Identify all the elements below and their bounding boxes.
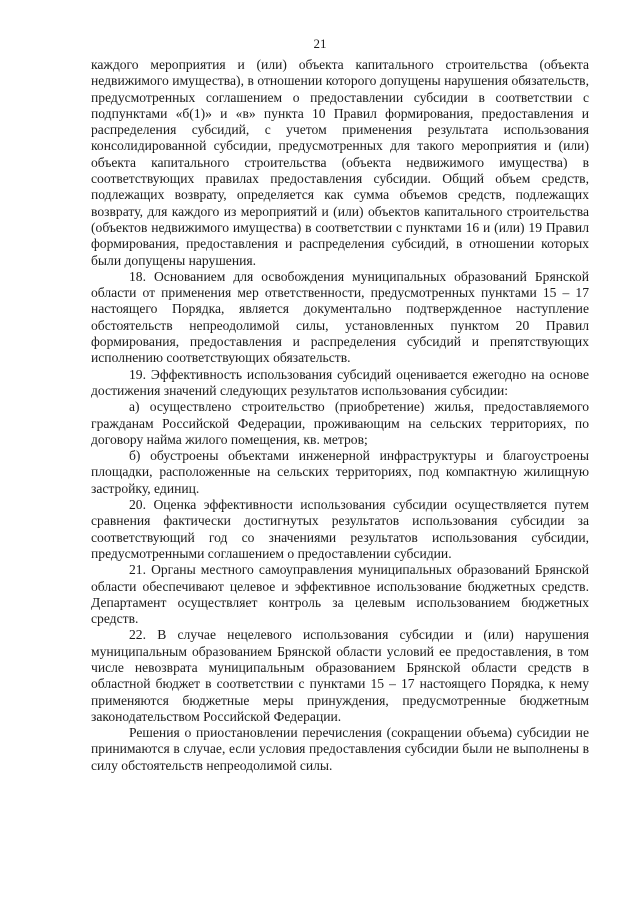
paragraph-21: 21. Органы местного самоуправления муниципальных образований Брянской области обеспечивают целевое и эффективное использование бюджетных средств. Департамент осуществляет контроль за целевым использованием бюджетных средств. <box>91 562 589 627</box>
page-number: 21 <box>313 36 327 51</box>
paragraph-continuation: каждого мероприятия и (или) объекта капитального строительства (объекта недвижимого имущества), в отношении которого допущены нарушения обязательств, предусмотренных соглашением о предоставлении субсидии в соответствии с подпунктами «б(1)» и «в» пункта 10 Правил формирования, предоставления и распределения субсидий, с учетом применения результата использования консолидированной субсидии, предусмотренных для такого мероприятия и (или) объекта капитального строительства (объекта недвижимого имущества) в соответствующих правилах предоставления субсидии. Общий объем средств, подлежащих возврату, определяется как сумма объемов средств, подлежащих возврату, для каждого из мероприятий и (или) объектов капитального строительства (объектов недвижимого имущества) в соответствии с пунктами 16 и (или) 19 Правил формирования, предоставления и распределения субсидий, в отношении которых были допущены нарушения. <box>91 57 589 268</box>
paragraph-22-note: Решения о приостановлении перечисления (сокращении объема) субсидии не принимаются в случае, если условия предоставления субсидии были не выполнены в силу обстоятельств непреодолимой силы. <box>91 725 589 773</box>
paragraph-22: 22. В случае нецелевого использования субсидии и (или) нарушения муниципальным образованием Брянской области условий ее предоставления, в том числе невозврата муниципальным образованием Брянской области средств в областной бюджет в соответствии с пунктами 15 – 17 настоящего Порядка, к нему применяются бюджетные меры принуждения, предусмотренные бюджетным законодательством Российской Федерации. <box>91 627 589 724</box>
paragraph-19-b: б) обустроены объектами инженерной инфраструктуры и благоустроены площадки, расположенные на сельских территориях, под компактную жилищную застройку, единиц. <box>91 448 589 496</box>
paragraph-19: 19. Эффективность использования субсидий оценивается ежегодно на основе достижения значений следующих результатов использования субсидии: <box>91 366 589 398</box>
paragraph-19-a: а) осуществлено строительство (приобретение) жилья, предоставляемого гражданам Российской Федерации, проживающим на сельских территориях, по договору найма жилого помещения, кв. метров; <box>91 399 589 447</box>
document-body <box>91 57 589 774</box>
paragraph-18: 18. Основанием для освобождения муниципальных образований Брянской области от применения мер ответственности, предусмотренных пунктами 15 – 17 настоящего Порядка, является документально подтвержденное наступление обстоятельств непреодолимой силы, установленных пунктом 20 Правил формирования, предоставления и распределения субсидий и препятствующих исполнению соответствующих обязательств. <box>91 268 589 366</box>
paragraph-20: 20. Оценка эффективности использования субсидии осуществляется путем сравнения фактически достигнутых результатов использования субсидии за соответствующий год со значениями результатов использования субсидии, предусмотренными соглашением о предоставлении субсидии. <box>91 497 589 561</box>
